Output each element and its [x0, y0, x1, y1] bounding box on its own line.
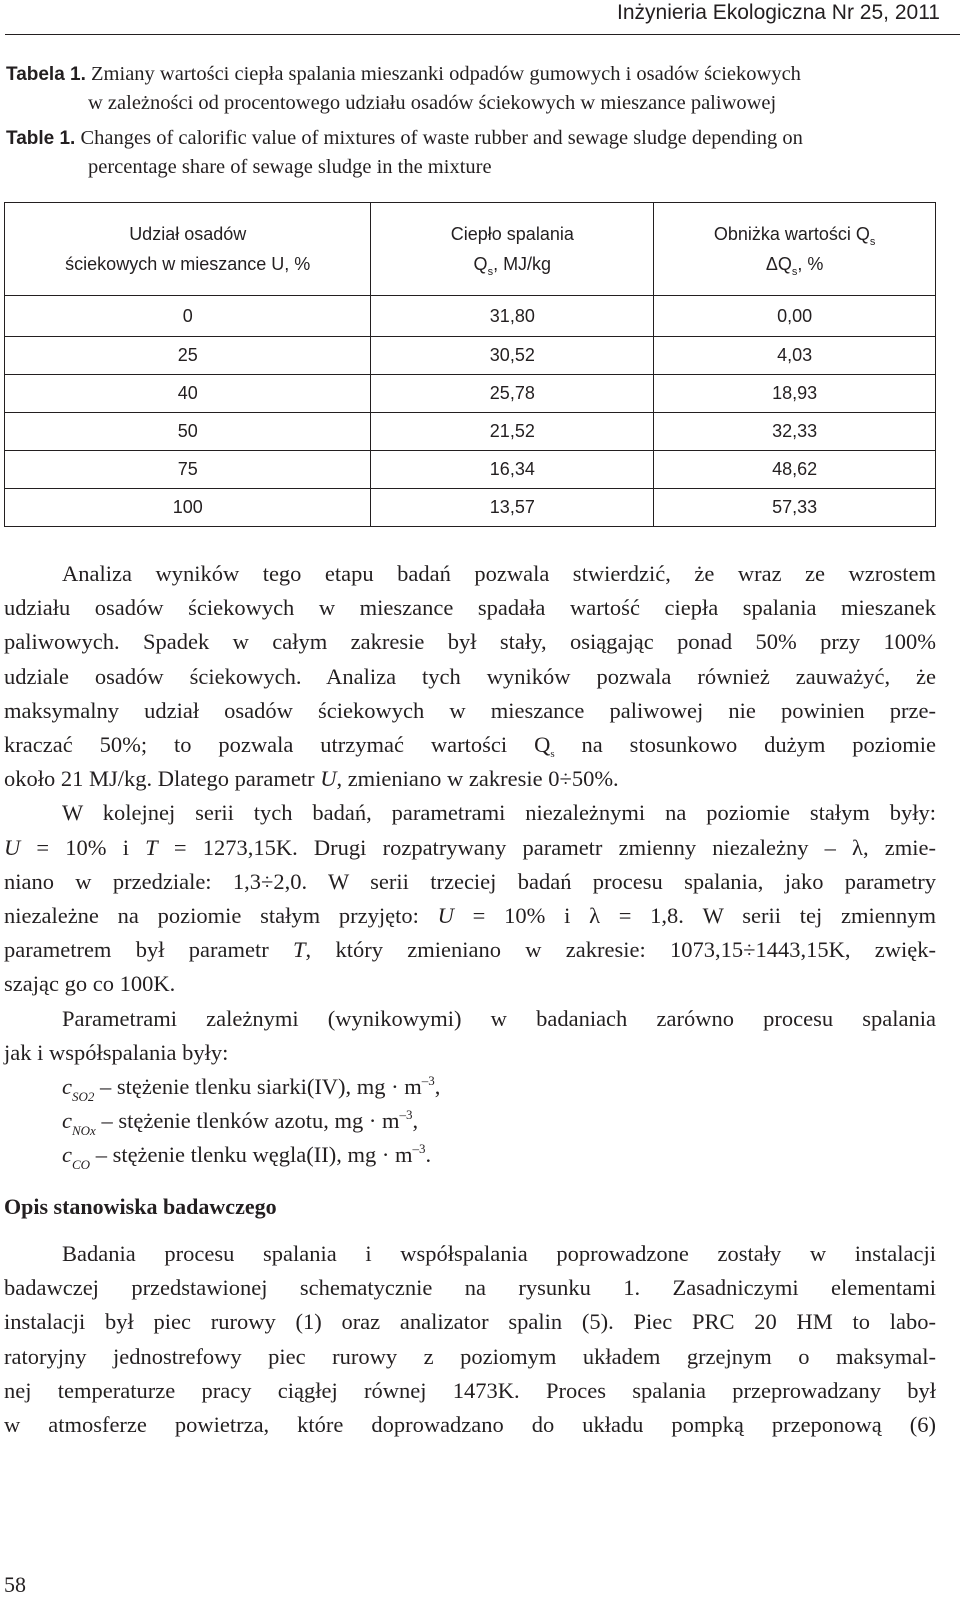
journal-header: Inżynieria Ekologiczna Nr 25, 2011 [617, 1, 940, 24]
p2-line-6: szając go co 100K. [4, 971, 176, 997]
caption-text-pl-1: Zmiany wartości ciepła spalania mieszanki odpadów gumowych i osadów ściekowych [91, 63, 801, 85]
cell-calorific-value: 16,34 [371, 451, 654, 489]
cell-value-decrease: 18,93 [654, 375, 936, 413]
cell-sludge-share: 50 [5, 413, 371, 451]
formula-nox: $c_{NOx}$ – stężenie tlenków azotu, mg · $m^{-3}$, [62, 1107, 419, 1139]
table-row [5, 413, 936, 451]
cell-sludge-share: 25 [5, 337, 371, 375]
p4-line-3: instalacji był piec rurowy (1) oraz analizator spalin (5). Piec PRC 20 HM to labo- [4, 1309, 936, 1335]
header-value-decrease: Obniżka wartości $Q_s$ $\Delta Q_s$, % [654, 203, 936, 296]
formula-so2: $c_{SO2}$ – stężenie tlenku siarki(IV), mg · $m^{-3}$, [62, 1073, 441, 1105]
section-heading: Opis stanowiska badawczego [4, 1194, 277, 1219]
p4-line-2: badawczej przedstawionej schematycznie na rysunku 1. Zasadniczymi elementami [4, 1275, 936, 1301]
page-number: 58 [4, 1572, 26, 1597]
cell-calorific-value: 25,78 [371, 375, 654, 413]
header-calorific-value: Ciepło spalania $Q_s$, MJ/kg [371, 203, 654, 296]
p4-line-4: ratoryjny jednostrefowy piec rurowy z poziomym układem grzejnym o maksymal- [4, 1343, 936, 1369]
p3-line-2: jak i współspalania były: [4, 1039, 229, 1065]
p1-line-6: kraczać 50%; to pozwala utrzymać wartości $Q_s$ na stosunkowo dużym poziomie [4, 732, 936, 761]
p1-line-2: udziału osadów ściekowych w mieszance spadała wartość ciepła spalania mieszanek [4, 595, 936, 621]
formula-co: $c_{CO}$ – stężenie tlenku węgla(II), mg · $m^{-3}$. [62, 1141, 432, 1173]
cell-calorific-value: 31,80 [371, 296, 654, 337]
p1-line-7: około 21 MJ/kg. Dlatego parametr U, zmieniano w zakresie 0÷50%. [4, 766, 619, 792]
p2-line-4: niezależne na poziomie stałym przyjęto: U = 10% i λ = 1,8. W serii tej zmiennym [4, 903, 936, 929]
table-row [5, 489, 936, 527]
p1-line-1: Analiza wyników tego etapu badań pozwala stwierdzić, że wraz ze wzrostem [62, 561, 936, 586]
p1-line-3: paliwowych. Spadek w całym zakresie był stały, osiągając ponad 50% przy 100% [4, 629, 936, 655]
p1-line-5: maksymalny udział osadów ściekowych w mieszance paliwowej nie powinien prze- [4, 697, 936, 723]
p4-line-6: w atmosferze powietrza, które doprowadzano do układu pompką przeponową (6) [4, 1412, 936, 1438]
cell-calorific-value: 30,52 [371, 337, 654, 375]
p3-line-1: Parametrami zależnymi (wynikowymi) w badaniach zarówno procesu spalania [62, 1005, 936, 1031]
cell-value-decrease: 57,33 [654, 489, 936, 527]
p2-line-3: niano w przedziale: 1,3÷2,0. W serii trzeciej badań procesu spalania, jako parametry [4, 868, 936, 894]
caption-text-pl-2: w zależności od procentowego udziału osadów ściekowych w mieszance paliwowej [88, 92, 777, 114]
cell-sludge-share: 0 [5, 296, 371, 337]
cell-sludge-share: 100 [5, 489, 371, 527]
p2-line-5: parametrem był parametr T, który zmieniano w zakresie: 1073,15÷1443,15K, zwięk- [4, 937, 936, 963]
table-row [5, 337, 936, 375]
body-section-2 [4, 1237, 936, 1442]
cell-calorific-value: 13,57 [371, 489, 654, 527]
header-rule [5, 34, 960, 35]
p2-line-2: U = 10% i T = 1273,15K. Drugi rozpatrywany parametr zmienny niezależny – λ, zmie- [4, 834, 936, 860]
caption-text-en-1: Changes of calorific value of mixtures of waste rubber and sewage sludge depending on [80, 127, 803, 149]
p2-line-1: W kolejnej serii tych badań, parametrami niezależnymi na poziomie stałym były: [62, 800, 936, 826]
p1-line-4: udziale osadów ściekowych. Analiza tych wyników pozwala również zauważyć, że [4, 663, 936, 689]
table-row [5, 375, 936, 413]
table-caption-pl [6, 60, 801, 89]
caption-label-en: Table 1. [6, 128, 76, 149]
table-header-row [5, 203, 936, 296]
p4-line-1: Badania procesu spalania i współspalania poprowadzone zostały w instalacji [62, 1241, 936, 1266]
cell-sludge-share: 40 [5, 375, 371, 413]
cell-value-decrease: 4,03 [654, 337, 936, 375]
body-section-1 [4, 557, 936, 1173]
cell-value-decrease: 48,62 [654, 451, 936, 489]
cell-calorific-value: 21,52 [371, 413, 654, 451]
header-sludge-share: Udział osadów ściekowych w mieszance U, % [5, 203, 371, 296]
table-row [5, 451, 936, 489]
calorific-value-table [4, 202, 936, 527]
cell-sludge-share: 75 [5, 451, 371, 489]
p4-line-5: nej temperaturze pracy ciągłej równej 1473K. Proces spalania przeprowadzany był [4, 1377, 936, 1403]
caption-text-en-2: percentage share of sewage sludge in the mixture [88, 156, 492, 178]
caption-label-pl: Tabela 1. [6, 64, 86, 85]
cell-value-decrease: 32,33 [654, 413, 936, 451]
table-caption-en [6, 124, 803, 153]
table-row [5, 296, 936, 337]
cell-value-decrease: 0,00 [654, 296, 936, 337]
